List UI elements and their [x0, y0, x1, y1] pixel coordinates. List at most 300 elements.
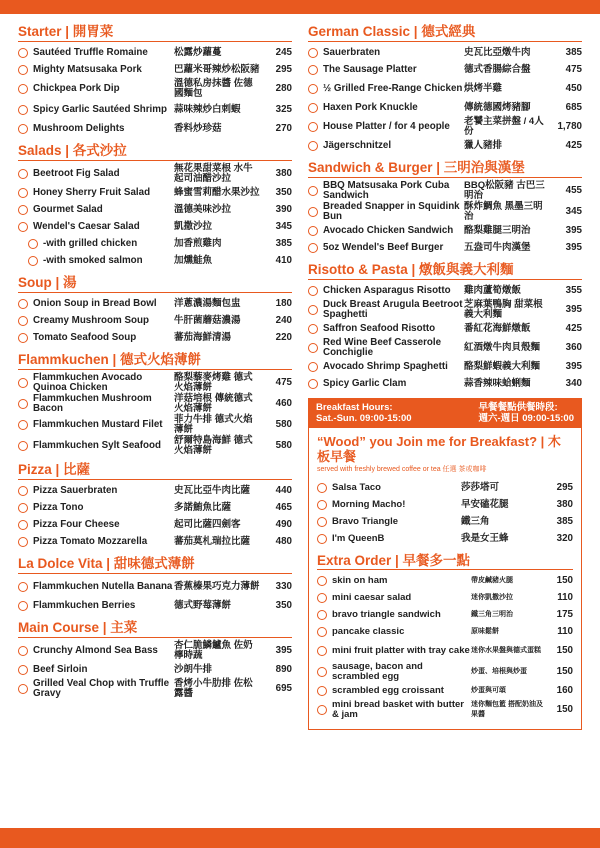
- item-price: 475: [275, 377, 292, 388]
- menu-item-bravo-triangle-sandwich[interactable]: [317, 607, 573, 623]
- item-name-zh: 莎莎塔可: [461, 482, 500, 493]
- item-name-zh: 香烤小牛肋排 佐松露醬: [174, 678, 253, 699]
- menu-item-with-smoked-salmon[interactable]: [18, 253, 292, 269]
- item-price: 385: [565, 47, 582, 58]
- item-name-zh: 多諾鮪魚比薩: [174, 502, 232, 513]
- item-name: Flammkuchen Berries: [33, 600, 136, 611]
- item-name-zh: 洋菇培根 傳統德式火焰薄餅: [174, 393, 253, 414]
- select-radio-icon[interactable]: [317, 534, 327, 544]
- item-name-zh: 蕃茄海鮮清湯: [174, 332, 232, 343]
- item-name-zh: 香料炒珍菇: [174, 123, 222, 134]
- item-price: 240: [275, 315, 292, 326]
- item-price: 395: [565, 242, 582, 253]
- menu-item-spicy-garlic-saut-ed-shrimp[interactable]: [18, 100, 292, 120]
- item-name: Spicy Garlic Sautéed Shrimp: [33, 104, 167, 115]
- item-name-zh: 無花果甜菜根 水牛起司油醋沙拉: [174, 163, 253, 184]
- select-radio-icon[interactable]: [18, 520, 28, 530]
- item-price: 110: [557, 626, 573, 637]
- item-price: 350: [275, 187, 292, 198]
- menu-item-flammkuchen-mustard-filet[interactable]: [18, 415, 292, 435]
- menu-item-the-sausage-platter[interactable]: [308, 62, 582, 78]
- item-price: 295: [275, 64, 292, 75]
- item-name: scrambled egg croissant: [332, 685, 444, 696]
- item-price: 450: [565, 83, 582, 94]
- section-title: Main Course | 主菜: [18, 620, 292, 638]
- select-radio-icon[interactable]: [18, 420, 28, 430]
- menu-item-crunchy-almond-sea-bass[interactable]: [18, 641, 292, 661]
- select-radio-icon[interactable]: [18, 646, 28, 656]
- item-price: 385: [275, 238, 292, 249]
- item-name: Spicy Garlic Clam: [323, 378, 407, 389]
- item-name-zh: 史瓦比亞牛肉比薩: [174, 485, 251, 496]
- item-price: 425: [565, 140, 582, 151]
- select-radio-icon[interactable]: [18, 665, 28, 675]
- menu-item-i-m-queenb[interactable]: [317, 531, 573, 547]
- select-radio-icon[interactable]: [308, 186, 318, 196]
- menu-item-bravo-triangle[interactable]: [317, 514, 573, 530]
- item-price: 150: [556, 575, 573, 586]
- section-title: German Classic | 德式經典: [308, 24, 582, 42]
- select-radio-icon[interactable]: [28, 239, 38, 249]
- select-radio-icon[interactable]: [18, 441, 28, 451]
- item-name: Pizza Four Cheese: [33, 519, 120, 530]
- select-radio-icon[interactable]: [18, 65, 28, 75]
- item-name-zh: 鐵三角: [461, 516, 490, 527]
- menu-item-flammkuchen-sylt-seafood[interactable]: [18, 436, 292, 456]
- section-main-course: [18, 620, 292, 699]
- item-name: Onion Soup in Bread Bowl: [33, 298, 157, 309]
- select-radio-icon[interactable]: [308, 324, 318, 334]
- item-price: 175: [556, 609, 573, 620]
- item-name: Avocado Chicken Sandwich: [323, 225, 454, 236]
- item-price: 390: [275, 204, 292, 215]
- menu-item-flammkuchen-mushroom-bacon[interactable]: [18, 394, 292, 414]
- breakfast-note: served with freshly brewed coffee or tea 任選 茶或咖啡: [317, 466, 487, 473]
- item-price: 180: [275, 298, 292, 309]
- item-price: 395: [565, 304, 582, 315]
- select-radio-icon[interactable]: [18, 84, 28, 94]
- select-radio-icon[interactable]: [308, 243, 318, 253]
- menu-item-bbq-matsusaka-pork-cuba-sandwich[interactable]: [308, 181, 582, 201]
- select-radio-icon[interactable]: [308, 286, 318, 296]
- item-price: 345: [275, 221, 292, 232]
- select-radio-icon[interactable]: [308, 103, 318, 113]
- item-name: ½ Grilled Free-Range Chicken: [323, 83, 463, 94]
- menu-item-red-wine-beef-casserole-conchiglie[interactable]: [308, 338, 582, 358]
- item-name: Pizza Sauerbraten: [33, 485, 118, 496]
- item-name-zh: 溫德私房抹醬 佐德國麵包: [174, 78, 253, 99]
- section-sandwich-burger: [308, 160, 582, 256]
- item-name-zh: 加香煎雞肉: [174, 238, 222, 249]
- item-name-zh: 蕃茄莫札瑞拉比薩: [174, 536, 251, 547]
- item-price: 325: [275, 104, 292, 115]
- item-name: Breaded Snapper in Squidink Bun: [323, 201, 460, 222]
- menu-item-pizza-tomato-mozzarella[interactable]: [18, 534, 292, 550]
- breakfast-hours-zh: 早餐餐點供餐時段:: [478, 402, 558, 413]
- item-name: Chickpea Pork Dip: [33, 83, 120, 94]
- breakfast-title: “Wood” you Join me for Breakfast? | 木板早餐: [317, 434, 561, 464]
- item-price: 475: [565, 64, 582, 75]
- item-name-zh: 五盎司牛肉漢堡: [464, 242, 531, 253]
- select-radio-icon[interactable]: [317, 500, 327, 510]
- item-name: Mighty Matsusaka Pork: [33, 64, 142, 75]
- menu-item-morning-macho[interactable]: [317, 497, 573, 513]
- menu-item-breaded-snapper-in-squidink-bun[interactable]: [308, 202, 582, 222]
- menu-item-chickpea-pork-dip[interactable]: [18, 79, 292, 99]
- item-name: Honey Sherry Fruit Salad: [33, 187, 151, 198]
- item-price: 150: [556, 645, 573, 656]
- item-name-zh: 原味鬆餅: [471, 628, 499, 635]
- select-radio-icon[interactable]: [18, 169, 28, 179]
- item-name-zh: 德式野莓薄餅: [174, 600, 232, 611]
- item-name-zh: 紅酒燉牛肉貝殼麵: [464, 342, 541, 353]
- item-price: 160: [556, 685, 573, 696]
- select-radio-icon[interactable]: [18, 399, 28, 409]
- item-price: 460: [275, 398, 292, 409]
- select-radio-icon[interactable]: [308, 207, 318, 217]
- item-price: 890: [275, 664, 292, 675]
- item-name-zh: 酥炸鯛魚 黑墨三明治: [464, 201, 543, 222]
- item-name: -with smoked salmon: [43, 255, 143, 266]
- item-price: 270: [275, 123, 292, 134]
- item-price: 395: [565, 361, 582, 372]
- select-radio-icon[interactable]: [18, 299, 28, 309]
- select-radio-icon[interactable]: [18, 105, 28, 115]
- item-name: Flammkuchen Mushroom Bacon: [33, 393, 152, 414]
- item-name-zh: 牛肝菌蘑菇濃湯: [174, 315, 241, 326]
- item-price: 345: [565, 206, 582, 217]
- select-radio-icon[interactable]: [18, 222, 28, 232]
- select-radio-icon[interactable]: [18, 316, 28, 326]
- menu-item-wendel-s-caesar-salad[interactable]: [18, 219, 292, 235]
- breakfast-days-zh: 週六-週日 09:00-15:00: [478, 413, 574, 424]
- select-radio-icon[interactable]: [18, 188, 28, 198]
- item-price: 480: [275, 536, 292, 547]
- select-radio-icon[interactable]: [308, 379, 318, 389]
- item-price: 385: [556, 516, 573, 527]
- item-name-zh: 我是女王蜂: [461, 533, 509, 544]
- section-pizza: [18, 462, 292, 550]
- select-radio-icon[interactable]: [317, 483, 327, 493]
- menu-item-avocado-shrimp-spaghetti[interactable]: [308, 359, 582, 375]
- item-name: Tomato Seafood Soup: [33, 332, 137, 343]
- select-radio-icon[interactable]: [308, 226, 318, 236]
- breakfast-hours-en: Breakfast Hours:: [316, 402, 393, 413]
- select-radio-icon[interactable]: [308, 48, 318, 58]
- left-column: [18, 24, 292, 705]
- item-price: 150: [556, 666, 573, 677]
- menu-item-pancake-classic[interactable]: [317, 624, 573, 640]
- item-price: 330: [275, 581, 292, 592]
- section-title: Pizza | 比薩: [18, 462, 292, 480]
- item-name-zh: 德式香腸綜合盤: [464, 64, 531, 75]
- section-title: La Dolce Vita | 甜味德式薄餅: [18, 556, 292, 574]
- item-price: 395: [565, 225, 582, 236]
- item-name: Morning Macho!: [332, 499, 406, 510]
- item-price: 220: [275, 332, 292, 343]
- item-price: 410: [275, 255, 292, 266]
- item-name-zh: 烘烤半雞: [464, 83, 503, 94]
- item-price: 355: [565, 285, 582, 296]
- section-title: Salads | 各式沙拉: [18, 143, 292, 161]
- menu-item-beef-sirloin[interactable]: [18, 662, 292, 678]
- select-radio-icon[interactable]: [18, 503, 28, 513]
- menu-item-with-grilled-chicken[interactable]: [18, 236, 292, 252]
- item-name-zh: 炒蛋、培根與炒蛋: [471, 668, 527, 675]
- item-name: skin on ham: [332, 575, 388, 586]
- item-name: Pizza Tono: [33, 502, 84, 513]
- item-name-zh: 迷你凱撒沙拉: [471, 594, 513, 601]
- item-name-zh: 芝麻葉鴨胸 甜菜根義大利麵: [464, 299, 543, 320]
- menu-item-mushroom-delights[interactable]: [18, 121, 292, 137]
- select-radio-icon[interactable]: [308, 305, 318, 315]
- menu-item-mini-caesar-salad[interactable]: [317, 590, 573, 606]
- menu-item-j-gerschnitzel[interactable]: [308, 138, 582, 154]
- menu-item-grilled-veal-chop-with-truffle-gravy[interactable]: [18, 679, 292, 699]
- menu-item-pizza-sauerbraten[interactable]: [18, 483, 292, 499]
- menu-item-tomato-seafood-soup[interactable]: [18, 330, 292, 346]
- select-radio-icon[interactable]: [317, 517, 327, 527]
- select-radio-icon[interactable]: [317, 667, 327, 677]
- select-radio-icon[interactable]: [308, 362, 318, 372]
- item-name-zh: 加燻鮭魚: [174, 255, 213, 266]
- item-name: Flammkuchen Nutella Banana: [33, 581, 173, 592]
- item-name: Avocado Shrimp Spaghetti: [323, 361, 448, 372]
- item-name: Flammkuchen Sylt Seafood: [33, 440, 161, 451]
- item-name-zh: 蜂蜜雪莉醋水果沙拉: [174, 187, 260, 198]
- select-radio-icon[interactable]: [18, 205, 28, 215]
- select-radio-icon[interactable]: [317, 686, 327, 696]
- item-name: BBQ Matsusaka Pork Cuba Sandwich: [323, 180, 450, 201]
- menu-item-pizza-tono[interactable]: [18, 500, 292, 516]
- item-name-zh: 酪梨鮮蝦義大利麵: [464, 361, 541, 372]
- item-name: Jägerschnitzel: [323, 140, 392, 151]
- item-name: Saffron Seafood Risotto: [323, 323, 436, 334]
- item-name-zh: 起司比薩四劍客: [174, 519, 241, 530]
- menu-item-honey-sherry-fruit-salad[interactable]: [18, 185, 292, 201]
- item-name: Grilled Veal Chop with Truffle Gravy: [33, 678, 170, 699]
- item-name-zh: 炒蛋與可頌: [471, 687, 506, 694]
- item-name-zh: 凱撒沙拉: [174, 221, 213, 232]
- menu-item-chicken-asparagus-risotto[interactable]: [308, 283, 582, 299]
- item-name-zh: 酪梨藜麥烤雞 德式火焰薄餅: [174, 372, 253, 393]
- item-price: 245: [275, 47, 292, 58]
- item-name: Red Wine Beef Casserole Conchiglie: [323, 337, 442, 358]
- item-price: 295: [556, 482, 573, 493]
- select-radio-icon[interactable]: [317, 705, 327, 715]
- item-name-zh: 杏仁脆鱗鱸魚 佐奶檸時蔬: [174, 640, 253, 661]
- select-radio-icon[interactable]: [308, 141, 318, 151]
- menu-item-house-platter-for-4-people[interactable]: [308, 117, 582, 137]
- menu-item-beetroot-fig-salad[interactable]: [18, 164, 292, 184]
- item-name-zh: 帶皮鹹豬火腿: [471, 577, 513, 584]
- item-name: Beef Sirloin: [33, 664, 88, 675]
- item-name-zh: 洋蔥濃湯麵包盅: [174, 298, 241, 309]
- select-radio-icon[interactable]: [308, 122, 318, 132]
- item-name-zh: 菲力牛排 德式火焰薄餅: [174, 414, 253, 435]
- menu-item-mighty-matsusaka-pork[interactable]: [18, 62, 292, 78]
- item-name: mini fruit platter with tray cake: [332, 645, 470, 656]
- select-radio-icon[interactable]: [18, 582, 28, 592]
- menu-item-flammkuchen-berries[interactable]: [18, 598, 292, 614]
- menu-item-sausage-bacon-and-scrambled-egg[interactable]: [317, 662, 573, 682]
- item-name: Flammkuchen Avocado Quinoa Chicken: [33, 372, 143, 393]
- item-name-zh: 番紅花海鮮燉飯: [464, 323, 531, 334]
- item-name: Mushroom Delights: [33, 123, 125, 134]
- bottom-accent-bar: [0, 828, 600, 848]
- menu-item-duck-breast-arugula-beetroot-spaghetti[interactable]: [308, 300, 582, 320]
- item-price: 150: [556, 704, 573, 715]
- item-name-zh: 舒爾特島海鮮 德式火焰薄餅: [174, 435, 253, 456]
- item-name-zh: 傳統德國烤豬腳: [464, 102, 531, 113]
- item-price: 350: [275, 600, 292, 611]
- menu-item-spicy-garlic-clam[interactable]: [308, 376, 582, 392]
- menu-item-mini-fruit-platter-with-tray-cake[interactable]: [317, 641, 573, 661]
- select-radio-icon[interactable]: [18, 378, 28, 388]
- item-price: 110: [557, 592, 573, 603]
- item-name-zh: 蒜味辣炒白刺蝦: [174, 104, 241, 115]
- select-radio-icon[interactable]: [18, 486, 28, 496]
- item-price: 360: [565, 342, 582, 353]
- item-price: 380: [556, 499, 573, 510]
- menu-item-flammkuchen-nutella-banana[interactable]: [18, 577, 292, 597]
- item-name-zh: 松露炒蘿蔓: [174, 47, 222, 58]
- item-price: 465: [275, 502, 292, 513]
- section-salads: [18, 143, 292, 269]
- item-price: 380: [275, 168, 292, 179]
- item-price: 440: [275, 485, 292, 496]
- menu-item-skin-on-ham[interactable]: [317, 573, 573, 589]
- menu-item-gourmet-salad[interactable]: [18, 202, 292, 218]
- menu-item-onion-soup-in-bread-bowl[interactable]: [18, 296, 292, 312]
- select-radio-icon[interactable]: [308, 84, 318, 94]
- item-name-zh: 香蕉榛果巧克力薄餅: [174, 581, 260, 592]
- menu-item-saut-ed-truffle-romaine[interactable]: [18, 45, 292, 61]
- item-name: Pizza Tomato Mozzarella: [33, 536, 148, 547]
- item-price: 320: [556, 533, 573, 544]
- select-radio-icon[interactable]: [308, 343, 318, 353]
- item-price: 1,780: [557, 121, 582, 132]
- select-radio-icon[interactable]: [18, 684, 28, 694]
- select-radio-icon[interactable]: [317, 610, 327, 620]
- item-name: bravo triangle sandwich: [332, 609, 441, 620]
- item-name: Sautéed Truffle Romaine: [33, 47, 148, 58]
- item-name-zh: 鐵三角三明治: [471, 611, 513, 618]
- item-name: Flammkuchen Mustard Filet: [33, 419, 163, 430]
- menu-item-scrambled-egg-croissant[interactable]: [317, 683, 573, 699]
- item-name: The Sausage Platter: [323, 64, 417, 75]
- breakfast-days-en: Sat.-Sun. 09:00-15:00: [316, 413, 412, 424]
- item-price: 425: [565, 323, 582, 334]
- item-name: Bravo Triangle: [332, 516, 398, 527]
- select-radio-icon[interactable]: [18, 48, 28, 58]
- item-name-zh: 迷你水果盤與德式蛋糕: [471, 647, 541, 654]
- item-price: 685: [565, 102, 582, 113]
- extra-order-title: Extra Order | 早餐多一點: [317, 553, 573, 570]
- item-price: 580: [275, 440, 292, 451]
- select-radio-icon[interactable]: [18, 124, 28, 134]
- menu-item-5oz-wendel-s-beef-burger[interactable]: [308, 240, 582, 256]
- item-price: 695: [275, 683, 292, 694]
- item-name-zh: 早安磕花腿: [461, 499, 509, 510]
- item-name: -with grilled chicken: [43, 238, 138, 249]
- item-name-zh: BBQ松阪豬 古巴三明治: [464, 180, 545, 201]
- item-name: Beetroot Fig Salad: [33, 168, 120, 179]
- item-name-zh: 溫德美味沙拉: [174, 204, 232, 215]
- menu-item-avocado-chicken-sandwich[interactable]: [308, 223, 582, 239]
- breakfast-hours-banner: [308, 398, 582, 428]
- item-name: Salsa Taco: [332, 482, 381, 493]
- breakfast-card: [308, 428, 582, 730]
- item-name: Creamy Mushroom Soup: [33, 315, 149, 326]
- item-price: 455: [565, 185, 582, 196]
- menu-item-sauerbraten[interactable]: [308, 45, 582, 61]
- item-name: Crunchy Almond Sea Bass: [33, 645, 158, 656]
- item-name: Gourmet Salad: [33, 204, 103, 215]
- menu-item-salsa-taco[interactable]: [317, 480, 573, 496]
- item-price: 340: [565, 378, 582, 389]
- select-radio-icon[interactable]: [317, 646, 327, 656]
- item-name: Haxen Pork Knuckle: [323, 102, 418, 113]
- item-name: Duck Breast Arugula Beetroot Spaghetti: [323, 299, 463, 320]
- menu-item-flammkuchen-avocado-quinoa-chicken[interactable]: [18, 373, 292, 393]
- section-german-classic: [308, 24, 582, 154]
- section-soup: [18, 275, 292, 346]
- item-name-zh: 蒜香辣味蛤蜊麵: [464, 378, 531, 389]
- section-title: Risotto & Pasta | 燉飯與義大利麵: [308, 262, 582, 280]
- select-radio-icon[interactable]: [317, 627, 327, 637]
- menu-item-mini-bread-basket-with-butter-jam[interactable]: [317, 700, 573, 720]
- item-name: sausage, bacon and scrambled egg: [332, 661, 423, 682]
- select-radio-icon[interactable]: [18, 601, 28, 611]
- item-name: pancake classic: [332, 626, 405, 637]
- item-name-zh: 獵人豬排: [464, 140, 503, 151]
- item-name-zh: 老饕主菜拼盤 / 4人份: [464, 116, 544, 137]
- select-radio-icon[interactable]: [18, 333, 28, 343]
- top-accent-bar: [0, 0, 600, 14]
- item-name: Sauerbraten: [323, 47, 381, 58]
- menu-item-haxen-pork-knuckle[interactable]: [308, 100, 582, 116]
- item-price: 490: [275, 519, 292, 530]
- item-name: Chicken Asparagus Risotto: [323, 285, 451, 296]
- item-name-zh: 迷你麵包籃 搭配奶油及果醬: [471, 701, 543, 718]
- select-radio-icon[interactable]: [308, 65, 318, 75]
- item-price: 580: [275, 419, 292, 430]
- right-column: [308, 24, 582, 730]
- item-name-zh: 巴蘿米哥辣炒松阪豬: [174, 64, 260, 75]
- item-name-zh: 史瓦比亞燉牛肉: [464, 47, 531, 58]
- item-name-zh: 酪梨雞腿三明治: [464, 225, 531, 236]
- select-radio-icon[interactable]: [317, 593, 327, 603]
- section-title: Starter | 開胃菜: [18, 24, 292, 42]
- section-title: Flammkuchen | 德式火焰薄餅: [18, 352, 292, 370]
- item-name: I'm QueenB: [332, 533, 385, 544]
- item-name: mini caesar salad: [332, 592, 412, 603]
- section-flammkuchen: [18, 352, 292, 456]
- section-risotto-pasta: [308, 262, 582, 392]
- section-starter: [18, 24, 292, 137]
- menu-item-saffron-seafood-risotto[interactable]: [308, 321, 582, 337]
- item-name: mini bread basket with butter & jam: [332, 699, 464, 720]
- menu-item-pizza-four-cheese[interactable]: [18, 517, 292, 533]
- menu-item-creamy-mushroom-soup[interactable]: [18, 313, 292, 329]
- select-radio-icon[interactable]: [28, 256, 38, 266]
- select-radio-icon[interactable]: [18, 537, 28, 547]
- menu-item-grilled-free-range-chicken[interactable]: [308, 79, 582, 99]
- section-title: Sandwich & Burger | 三明治與漢堡: [308, 160, 582, 178]
- item-name-zh: 雞肉蘆筍燉飯: [464, 285, 522, 296]
- select-radio-icon[interactable]: [317, 576, 327, 586]
